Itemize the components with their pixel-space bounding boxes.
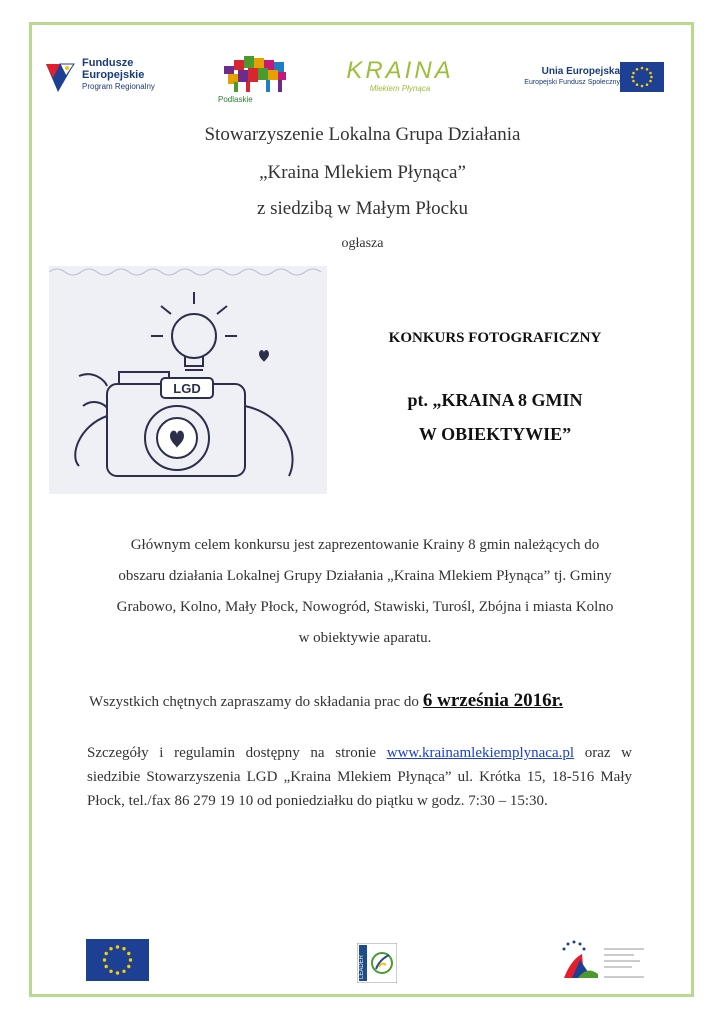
prow-logo <box>560 938 650 986</box>
deadline-line <box>89 690 649 712</box>
invite-text: Wszystkich chętnych zapraszamy do składania prac do <box>89 694 419 710</box>
contest-title-line2: W OBIEKTYWIE” <box>418 424 572 444</box>
details-after: oraz w siedzibie Stowarzyszenia LGD „Kraina Mlekiem Płynąca” ul. Krótka 15, 18-516 Mały Płock, tel./fax 86 279 19 10 od poniedziałku do piątku w godz. 7:30 – 15:30. <box>87 745 633 809</box>
ue-subtitle: Europejski Fundusz Społeczny <box>524 79 620 86</box>
goal-line4: w obiektywie aparatu. <box>298 630 432 646</box>
kraina-logo-title: KRAINA <box>346 57 454 84</box>
podlaskie-logo <box>218 54 296 104</box>
camera-illustration <box>49 266 327 494</box>
leader-label: LEADER <box>359 954 365 979</box>
organization-seat: z siedzibą w Małym Płocku <box>256 198 469 219</box>
contest-title <box>340 383 650 451</box>
kraina-logo-subtitle: Mlekiem Płynąca <box>369 84 431 93</box>
goal-line1: Głównym celem konkursu jest zaprezentowanie Krainy 8 gmin należących do <box>130 537 600 553</box>
fe-subtitle: Program Regionalny <box>82 82 155 91</box>
goal-line3: Grabowo, Kolno, Mały Płock, Nowogród, Stawiski, Turośl, Zbójna i miasta Kolno <box>116 599 614 615</box>
contest-heading: KONKURS FOTOGRAFICZNY <box>388 330 602 346</box>
fe-title-line2: Europejskie <box>82 69 145 81</box>
camera-label: LGD <box>173 381 201 396</box>
ue-title: Unia Europejska <box>541 66 620 77</box>
eu-flag-footer-icon <box>86 939 149 981</box>
unia-europejska-logo <box>500 62 670 96</box>
fundusze-europejskie-logo <box>44 54 164 100</box>
goal-line2: obszaru działania Lokalnej Grupy Działania „Kraina Mlekiem Płynąca” tj. Gminy <box>118 568 612 584</box>
goal-paragraph <box>95 530 635 654</box>
announces-label: ogłasza <box>341 236 384 251</box>
leader-logo <box>357 943 397 983</box>
organization-quote-name: „Kraina Mlekiem Płynąca” <box>259 162 466 183</box>
contest-title-line1: pt. „KRAINA 8 GMIN <box>407 390 583 410</box>
deadline-date: 6 września 2016r. <box>422 690 564 711</box>
fe-title-line1: Fundusze <box>82 57 134 69</box>
details-paragraph <box>87 741 632 813</box>
kraina-logo <box>340 58 460 104</box>
organization-name: Stowarzyszenie Lokalna Grupa Działania <box>204 124 521 145</box>
eu-flag-icon <box>620 62 664 92</box>
podlaskie-label: Podlaskie <box>218 95 253 104</box>
website-link[interactable]: www.krainamlekiemplynaca.pl <box>386 745 575 761</box>
details-before: Szczegóły i regulamin dostępny na stronie <box>87 745 377 761</box>
